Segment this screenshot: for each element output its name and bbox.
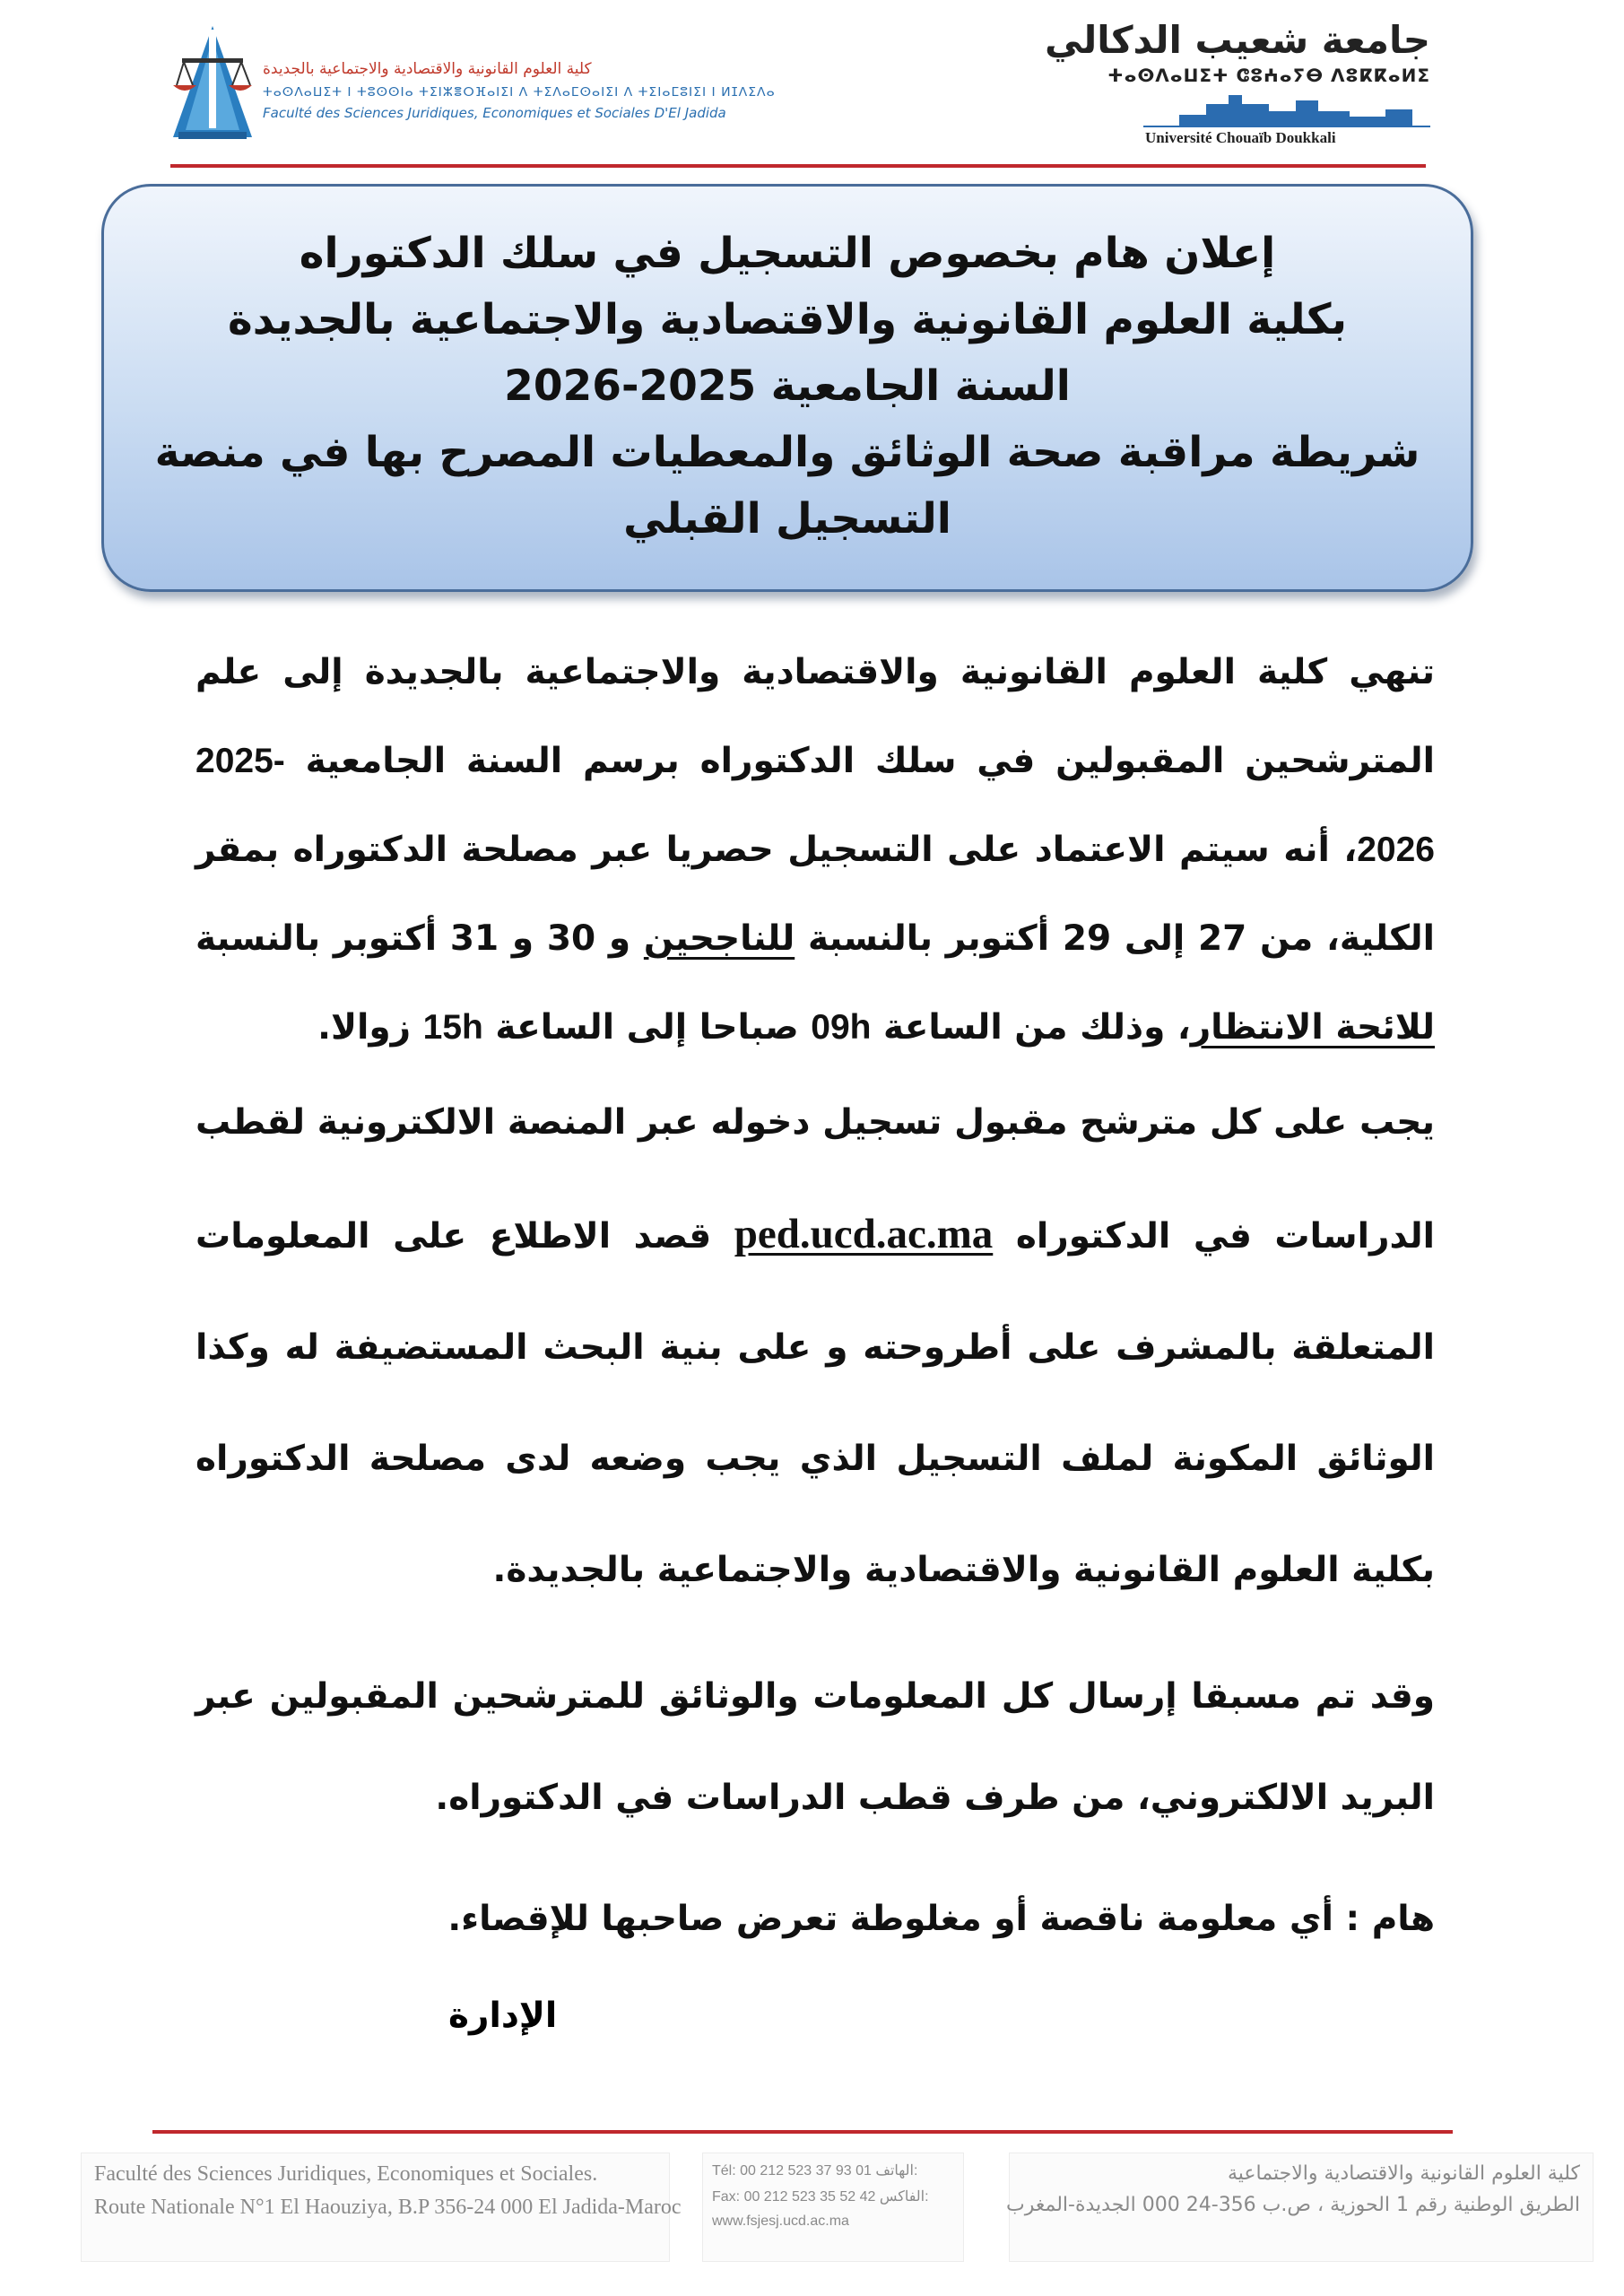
p1-text-e: صباحا إلى الساعة: [482, 1007, 812, 1048]
faculty-logo: [166, 22, 776, 157]
university-french-name: Université Chouaïb Doukkali: [1145, 129, 1336, 146]
p1-text-f: زوالا.: [317, 1007, 423, 1048]
announcement-title-box: [101, 184, 1473, 592]
university-tifinagh-name: ⵜⴰⵙⴷⴰⵡⵉⵜ ⵛⵓⵄⴰⵢⴱ ⴷⵓⴽⴽⴰⵍⵉ: [1107, 65, 1430, 86]
title-line-3: السنة الجامعية 2025-2026: [504, 361, 1071, 411]
registration-dates-paragraph: [195, 628, 1435, 1072]
p1-text-d: ، وذلك من الساعة: [871, 1007, 1191, 1048]
footer-address-arabic: [1006, 2152, 1594, 2262]
faculty-logo-tifinagh-name: ⵜⴰⵙⴷⴰⵡⵉⵜ ⵏ ⵜⵓⵙⵙⵏⴰ ⵜⵉⵏⵣⴻⵔⴼⴰⵏⵉⵏ ⴷ ⵜⵉⴷⴰⵎⵙⴰⵏⵉⵏ ⴷ ⵜⵉⵏⴰⵎⵓⵏⵉⵏ ⵏ ⵍⵊⴷⵉⴷⴰ: [263, 85, 776, 100]
letterhead: [0, 0, 1624, 166]
title-line-1: إعلان هام بخصوص التسجيل في سلك الدكتوراه: [299, 229, 1276, 278]
faculty-logo-arabic-name: كلية العلوم القانونية والاقتصادية والاجتماعية بالجديدة: [263, 60, 592, 78]
p1-text-b: ، أنه سيتم الاعتماد على التسجيل حصريا عبر مصلحة الدكتوراه بمقر الكلية، من 27 إلى 29 أكتوبر بالنسبة: [195, 830, 1436, 959]
footer-arabic-line-2: الطريق الوطنية رقم 1 الحوزية ، ص.ب 356-24 000 الجديدة-المغرب: [1006, 2194, 1580, 2216]
footer-phone: Tél: 00 212 523 37 93 01 الهاتف:: [712, 2163, 918, 2179]
footer-french-line-1: Faculté des Sciences Juridiques, Economiques et Sociales.: [94, 2162, 598, 2186]
footer-french-line-2: Route Nationale N°1 El Haouziya, B.P 356-24 000 El Jadida-Maroc: [94, 2196, 682, 2219]
footer-arabic-line-1: كلية العلوم القانونية والاقتصادية والاجتماعية: [1228, 2162, 1580, 2185]
academic-year: 2025-2026: [195, 742, 1435, 869]
email-notice-paragraph: وقد تم مسبقا إرسال كل المعلومات والوثائق للمترشحين المقبولين عبر البريد الالكتروني، من طرف قطب الدراسات في الدكتوراه.: [195, 1676, 1435, 1818]
footer-divider: [152, 2130, 1453, 2134]
winners-label: للناجحين: [643, 918, 795, 959]
faculty-logo-french-name: Faculté des Sciences Juridiques, Economiques et Sociales D'El Jadida: [263, 105, 726, 121]
waitlist-label: للائحة الانتظار: [1190, 1007, 1435, 1048]
title-line-5: التسجيل القبلي: [623, 494, 951, 544]
footer-contact: [702, 2152, 964, 2262]
p1-text-a: تنهي كلية العلوم القانونية والاقتصادية والاجتماعية بالجديدة إلى علم المترشحين المقبولين في سلك الدكتوراه برسم السنة الجامعية: [195, 652, 1435, 781]
administration-signature: الإدارة: [448, 1996, 558, 2036]
university-arabic-name: جامعة شعيب الدكالي: [1045, 18, 1430, 62]
header-divider: [170, 164, 1426, 168]
footer-address-french: [81, 2152, 682, 2262]
justice-scale-icon: [166, 22, 260, 144]
p2-text-a: يجب على كل مترشح مقبول تسجيل دخوله عبر المنصة الالكترونية لقطب الدراسات في الدكتوراه: [195, 1102, 1435, 1257]
p2-text-b: قصد الاطلاع على المعلومات المتعلقة بالمشرف على أطروحته و على بنية البحث المستضيفة له وكذا الوثائق المكونة لملف التسجيل الذي يجب وضعه لدى مصلحة الدكتوراه بكلية العلوم القانونية والاقتصادية والاجتماعية بالجديدة.: [195, 1216, 1435, 1590]
p1-text-c: و 30 و 31 أكتوبر بالنسبة: [195, 918, 644, 959]
university-skyline-icon: [1143, 91, 1430, 127]
end-time: 15h: [422, 1008, 483, 1047]
footer-fax: Fax: 00 212 523 35 52 42 الفاكس:: [712, 2189, 929, 2205]
doctoral-platform-link[interactable]: ped.ucd.ac.ma: [734, 1211, 994, 1257]
title-line-2: بكلية العلوم القانونية والاقتصادية والاجتماعية بالجديدة: [227, 295, 1348, 344]
start-time: 09h: [811, 1008, 872, 1047]
university-logo: [1045, 18, 1439, 152]
title-line-4: شريطة مراقبة صحة الوثائق والمعطيات المصرح بها في منصة: [154, 428, 1420, 477]
important-warning: هام : أي معلومة ناقصة أو مغلوطة تعرض صاحبها للإقصاء.: [447, 1899, 1435, 1939]
platform-login-paragraph: [195, 1067, 1435, 1626]
footer-website-link[interactable]: www.fsjesj.ucd.ac.ma: [712, 2213, 849, 2229]
